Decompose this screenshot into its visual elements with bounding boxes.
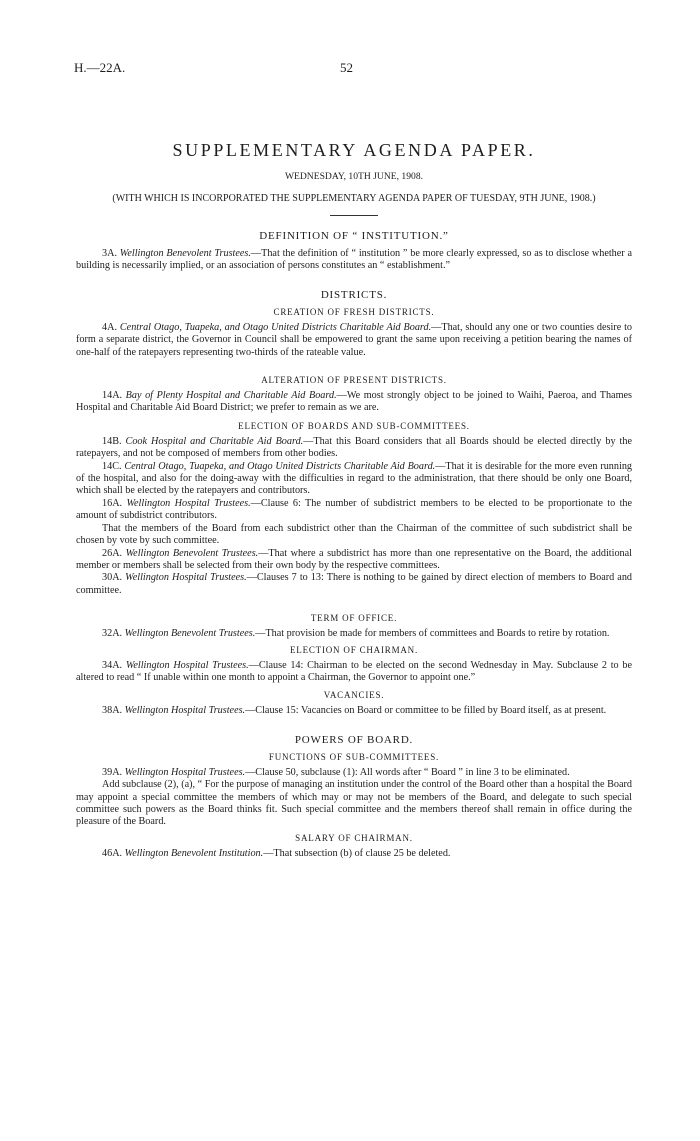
heading-term: TERM OF OFFICE.	[310, 613, 398, 624]
agenda-item: 30A. Wellington Hospital Trustees.—Clauses 7 to 13: There is nothing to be gained by direct election of members to Board and committee.	[76, 572, 633, 596]
agenda-item: 3A. Wellington Benevolent Trustees.—That the definition of “ institution ” be more clearly expressed, so as to disclose whether a building is necessarily implied, or an association of persons constitutes an “ establishment.”	[76, 248, 632, 272]
heading-salary: SALARY OF CHAIRMAN.	[295, 832, 413, 843]
agenda-item: Add subclause (2), (a), “ For the purpose of managing an institution under the control of the Board other than a hospital the Board may appoint a special committee the members of which may or may not be members of the Board, and delegate to such special committee such powers as the Board thinks fit. Such special committee and the members thereof shall remain in office during the pleasure of the Board.	[76, 779, 632, 828]
heading-creation: CREATION OF FRESH DISTRICTS.	[273, 306, 435, 317]
heading-election-boards: ELECTION OF BOARDS AND SUB-COMMITTEES.	[238, 420, 470, 431]
agenda-item: 32A. Wellington Benevolent Trustees.—That provision be made for members of committees and Boards to retire by rotation.	[102, 628, 610, 640]
document-date: WEDNESDAY, 10TH JUNE, 1908.	[284, 171, 424, 182]
agenda-item: 4A. Central Otago, Tuapeka, and Otago United Districts Charitable Aid Board.—That, should any one or two counties desire to form a separate district, the Governor in Council shall be empowered to grant the same upon receiving a petition bearing the names of one-half of the ratepayers representing two-thirds of the rateable value.	[76, 321, 632, 358]
incorporation-note: (WITH WHICH IS INCORPORATED THE SUPPLEMENTARY AGENDA PAPER OF TUESDAY, 9TH JUNE, 1908.)	[112, 193, 596, 204]
document-reference: H.—22A.	[74, 60, 126, 75]
agenda-item: That the members of the Board from each subdistrict other than the Chairman of the committee of such subdistrict shall be chosen by vote by such committee.	[76, 522, 632, 547]
agenda-item: 14C. Central Otago, Tuapeka, and Otago United Districts Charitable Aid Board.—That it is desirable for the more even running of the hospital, and also for the doing-away with the difficulties in regard to the administration, that there should be only one Board, which shall be elected by the ratepayers and contributors.	[76, 460, 633, 497]
heading-definition: DEFINITION OF “ INSTITUTION.”	[259, 230, 449, 242]
agenda-item: 39A. Wellington Hospital Trustees.—Clause 50, subclause (1): All words after “ Board ” in line 3 to be eliminated.	[102, 766, 570, 778]
page-header	[0, 60, 700, 80]
heading-districts: DISTRICTS.	[320, 288, 388, 301]
agenda-item: 26A. Wellington Benevolent Trustees.—That where a subdistrict has more than one representative on the Board, the additional member or members shall be selected from their own body by the respective committees.	[76, 547, 632, 571]
agenda-item: 38A. Wellington Hospital Trustees.—Clause 15: Vacancies on Board or committee to be filled by Board itself, as at present.	[102, 705, 607, 717]
agenda-item: 34A. Wellington Hospital Trustees.—Clause 14: Chairman to be elected on the second Wednesday in May. Subclause 2 to be altered to read “ If unable within one month to appoint a Chairman, the Governor to appoint one.”	[76, 659, 632, 683]
divider	[330, 215, 378, 216]
agenda-item: 14A. Bay of Plenty Hospital and Charitable Aid Board.—We most strongly object to be joined to Waihi, Paeroa, and Thames Hospital and Charitable Aid Board District; we prefer to remain as we are.	[76, 390, 632, 414]
heading-functions: FUNCTIONS OF SUB-COMMITTEES.	[268, 751, 440, 762]
heading-alteration: ALTERATION OF PRESENT DISTRICTS.	[261, 375, 447, 386]
agenda-item: 46A. Wellington Benevolent Institution.—That subsection (b) of clause 25 be deleted.	[102, 847, 451, 859]
document-title: SUPPLEMENTARY AGENDA PAPER.	[172, 140, 536, 160]
agenda-item: 16A. Wellington Hospital Trustees.—Clause 6: The number of subdistrict members to be elected to be proportionate to the amount of subdistrict contributors.	[76, 497, 633, 522]
heading-election-chairman: ELECTION OF CHAIRMAN.	[289, 644, 419, 655]
heading-powers: POWERS OF BOARD.	[294, 733, 414, 746]
agenda-item: 14B. Cook Hospital and Charitable Aid Board.—That this Board considers that all Boards should be elected directly by the ratepayers, and not be composed of members from other bodies.	[76, 435, 632, 460]
page-number: 52	[340, 60, 353, 75]
document-body	[76, 140, 632, 860]
heading-vacancies: VACANCIES.	[323, 690, 385, 701]
